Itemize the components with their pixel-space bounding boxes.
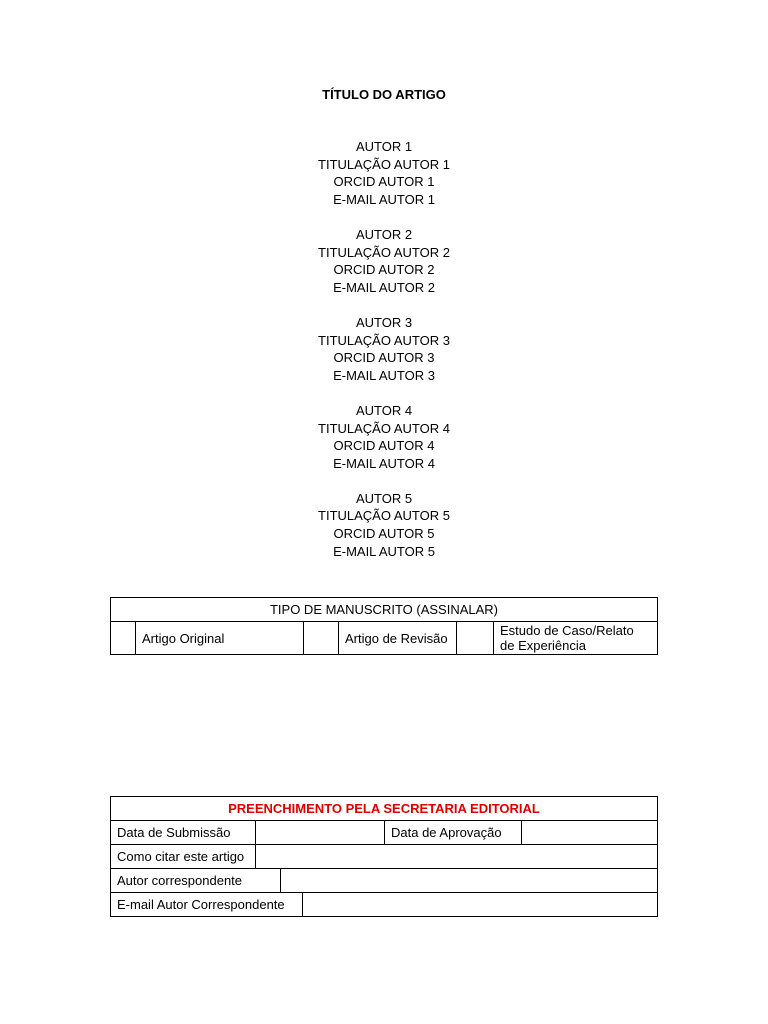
author-block xyxy=(0,226,768,296)
author-name: AUTOR 4 xyxy=(355,402,413,418)
author-orcid: ORCID AUTOR 5 xyxy=(333,526,435,542)
cite-field[interactable] xyxy=(256,845,658,868)
manuscript-type-table xyxy=(110,597,658,655)
corresponding-author-inner xyxy=(111,869,657,892)
author-email: E-MAIL AUTOR 1 xyxy=(333,191,435,207)
case-study-checkbox[interactable] xyxy=(457,622,494,655)
dates-row xyxy=(111,821,658,845)
submission-date-label: Data de Submissão xyxy=(117,825,231,840)
corresponding-email-inner xyxy=(111,893,657,916)
author-orcid: ORCID AUTOR 1 xyxy=(333,174,435,190)
corresponding-author-row xyxy=(111,869,658,893)
author-degree: TITULAÇÃO AUTOR 3 xyxy=(318,332,450,348)
author-orcid: ORCID AUTOR 2 xyxy=(333,262,435,278)
author-name: AUTOR 3 xyxy=(355,314,413,330)
corresponding-email-row xyxy=(111,893,658,917)
author-degree: TITULAÇÃO AUTOR 5 xyxy=(318,508,450,524)
corresponding-author-field[interactable] xyxy=(281,869,658,892)
corresponding-email-label: E-mail Autor Correspondente xyxy=(117,897,285,912)
author-name: AUTOR 2 xyxy=(355,226,413,242)
author-block xyxy=(0,490,768,560)
author-name: AUTOR 5 xyxy=(355,490,413,506)
author-email: E-MAIL AUTOR 2 xyxy=(333,279,435,295)
author-email: E-MAIL AUTOR 3 xyxy=(333,367,435,383)
manuscript-type-header: TIPO DE MANUSCRITO (ASSINALAR) xyxy=(111,598,658,622)
author-degree: TITULAÇÃO AUTOR 1 xyxy=(318,156,450,172)
cite-row xyxy=(111,845,658,869)
editorial-office-table xyxy=(110,796,658,917)
author-email: E-MAIL AUTOR 4 xyxy=(333,455,435,471)
authors-list xyxy=(0,138,768,578)
review-article-checkbox[interactable] xyxy=(304,622,339,655)
corresponding-email-field[interactable] xyxy=(303,893,658,916)
editorial-header: PREENCHIMENTO PELA SECRETARIA EDITORIAL xyxy=(111,797,658,821)
author-name: AUTOR 1 xyxy=(355,139,413,154)
author-email: E-MAIL AUTOR 5 xyxy=(333,543,435,559)
cite-label: Como citar este artigo xyxy=(117,849,245,864)
original-article-label: Artigo Original xyxy=(136,622,304,655)
author-degree: TITULAÇÃO AUTOR 2 xyxy=(318,244,450,260)
review-article-label: Artigo de Revisão xyxy=(339,622,457,655)
author-orcid: ORCID AUTOR 3 xyxy=(333,350,435,366)
cite-inner xyxy=(111,845,657,868)
author-orcid: ORCID AUTOR 4 xyxy=(333,438,435,454)
author-degree: TITULAÇÃO AUTOR 4 xyxy=(318,420,450,436)
case-study-label: Estudo de Caso/Relato de Experiência xyxy=(494,622,658,655)
approval-date-label: Data de Aprovação xyxy=(385,821,522,844)
author-block xyxy=(0,314,768,384)
submission-date-field[interactable] xyxy=(256,821,385,844)
author-block xyxy=(0,138,768,208)
dates-inner xyxy=(111,821,657,844)
author-block xyxy=(0,402,768,472)
article-title: TÍTULO DO ARTIGO xyxy=(322,87,446,102)
original-article-checkbox[interactable] xyxy=(111,622,136,655)
corresponding-author-label: Autor correspondente xyxy=(117,873,243,888)
approval-date-field[interactable] xyxy=(522,821,658,844)
